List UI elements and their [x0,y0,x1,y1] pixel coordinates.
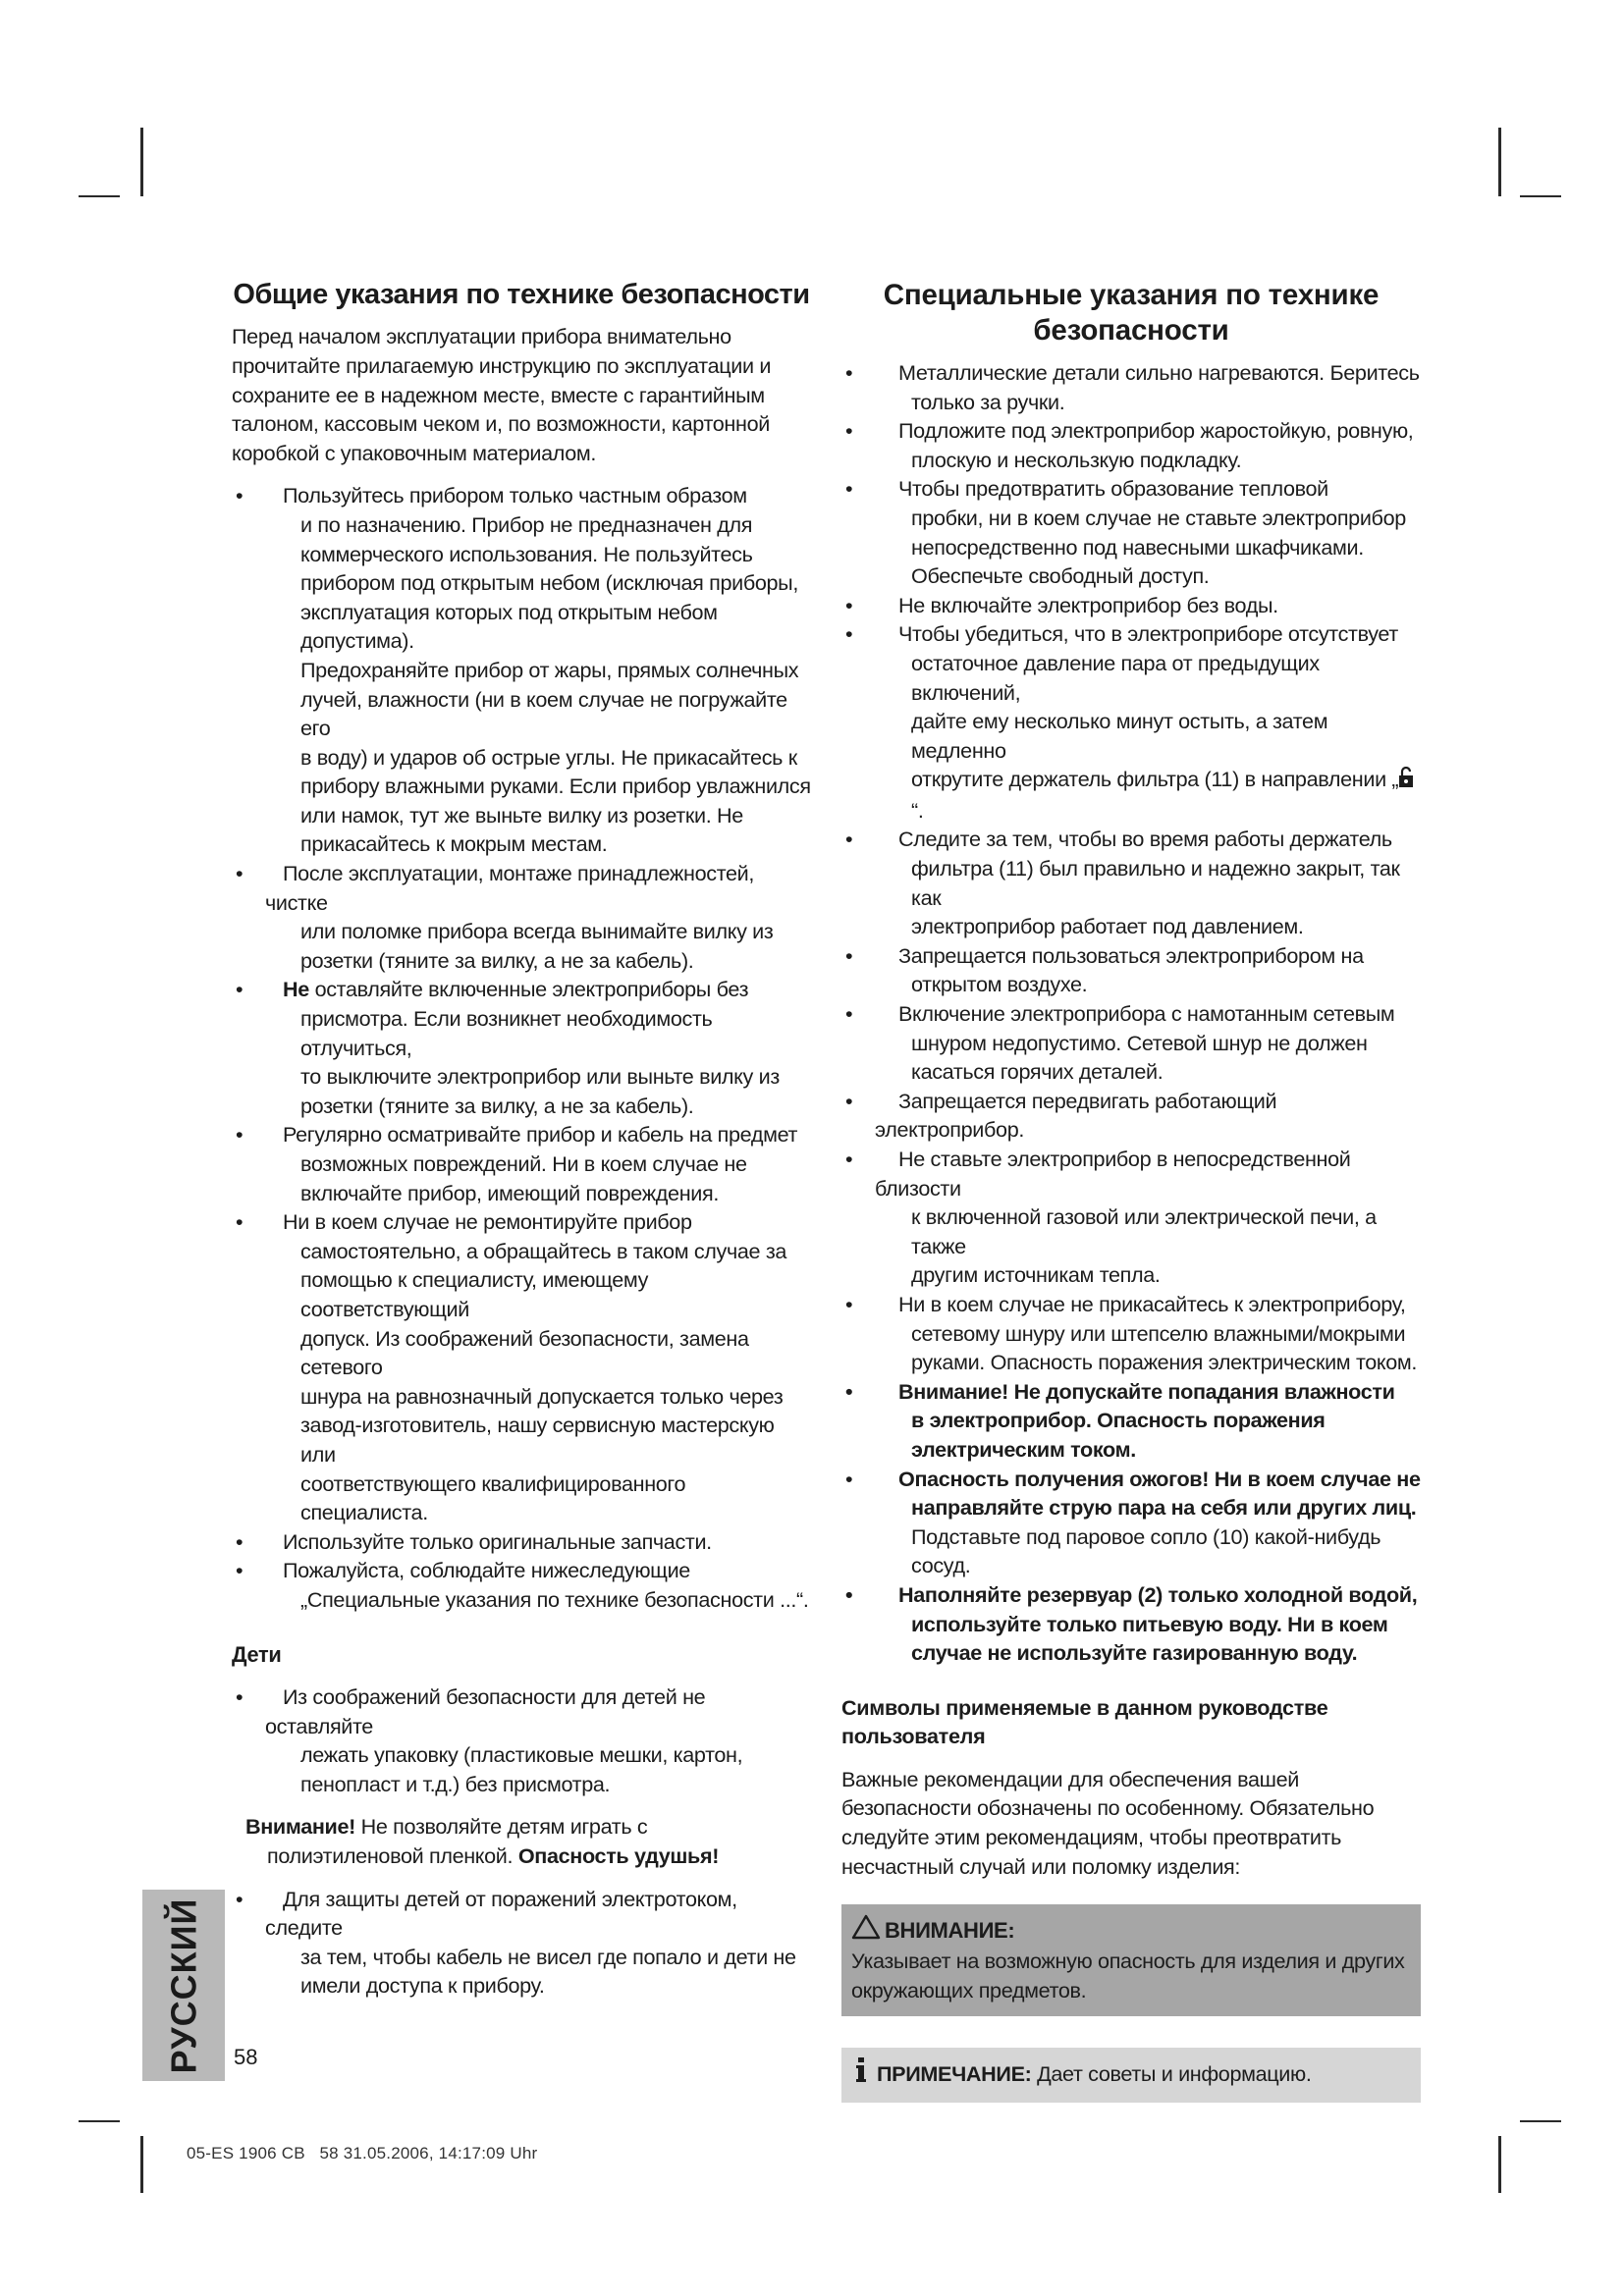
text-line: „Специальные указания по технике безопасности ...“. [300,1586,809,1612]
text-line: руками. Опасность поражения электрическим током. [911,1350,1418,1375]
text-line: в электроприбор. Опасность поражения [911,1408,1326,1433]
text-line: соответствующего квалифицированного специалиста. [300,1470,686,1525]
text-line: Ни в коем случае не прикасайтесь к электроприбору, [898,1291,1406,1316]
heading-line: пользователя [841,1724,986,1749]
text-line: прибору влажными руками. Если прибор увлажнился [300,774,811,799]
text-line: коробкой с упаковочным материалом. [232,440,597,465]
text-run: оставляйте включенные электроприборы без [314,977,749,1002]
list-item [841,358,1421,416]
text-line: Включение электроприбора с намотанным сетевым [898,1001,1395,1027]
list-item [232,1120,811,1207]
text-run: полиэтиленовой пленкой. [267,1843,518,1869]
left-column [232,278,811,2001]
text-line: Для защиты детей от поражений электротоком, следите [265,1886,737,1941]
symbols-paragraph [841,1765,1421,1881]
text-line: Регулярно осматривайте прибор и кабель на предмет [283,1122,798,1148]
general-safety-title: Общие указания по технике безопасности [233,279,810,310]
text-line: присмотра. Если возникнет необходимость отлучиться, [300,1006,713,1060]
children-heading: Дети [232,1641,282,1667]
text-line: прочитайте прилагаемую инструкцию по эксплуатации и [232,352,772,378]
text-line: другим источникам тепла. [911,1262,1161,1288]
list-item [841,591,1421,620]
text-line: сохраните ее в надежном месте, вместе с гарантийным [232,382,765,407]
text-line: Перед началом эксплуатации прибора внимательно [232,324,731,349]
crop-mark [1498,2136,1501,2193]
list-item [841,619,1421,825]
text-line: лежать упаковку (пластиковые мешки, картон, [300,1742,743,1768]
text-line: лучей, влажности (ни в коем случае не погружайте его [300,686,787,741]
list-item [841,1087,1421,1145]
list-item [841,474,1421,590]
list-item [232,1885,811,2001]
text-line: случае не используйте газированную воду. [911,1640,1358,1666]
text-line: Запрещается пользоваться электроприбором на [898,942,1364,968]
text-run: Не позволяйте детям играть с [354,1814,648,1840]
text-line: то выключите электроприбор или выньте вилку из [300,1064,780,1090]
text-line: направляйте струю пара на себя или других лиц. [911,1495,1417,1521]
bold-prefix: Не [283,977,309,1002]
list-item [232,481,811,859]
right-column [841,278,1421,2103]
title-line: безопасности [1033,313,1229,347]
text-line: коммерческого использования. Не пользуйтесь [300,541,753,566]
text-line: Наполняйте резервуар (2) только холодной водой, [898,1581,1418,1607]
text-line: Чтобы предотвратить образование тепловой [898,476,1328,502]
list-item [841,1290,1421,1377]
text-line: электрическим током. [911,1436,1136,1462]
text-line: имели доступа к прибору. [300,1973,545,1999]
unlock-icon [1398,767,1414,796]
title-line: Специальные указания по технике [883,279,1380,311]
text-line: Используйте только оригинальные запчасти. [283,1528,712,1554]
text-line: Подставьте под паровое сопло (10) какой-нибудь сосуд. [911,1523,1381,1578]
text-line: Чтобы убедиться, что в электроприборе отсутствует [898,621,1398,647]
note-label: ПРИМЕЧАНИЕ: [877,2061,1032,2087]
page-number: 58 [234,2045,258,2069]
general-safety-list [232,481,811,1614]
list-item [232,975,811,1120]
text-line: в воду) и ударов об острые углы. Не прикасайтесь к [300,744,797,770]
language-label: РУССКИЙ [163,1897,203,2073]
text-line [245,1842,811,1871]
warning-label: ВНИМАНИЕ: [885,1917,1015,1943]
crop-mark [1520,195,1561,197]
symbols-heading [841,1693,1421,1751]
crop-mark [1520,2120,1561,2122]
text-line: прикасайтесь к мокрым местам. [300,831,608,857]
text-line: плоскую и нескользкую подкладку. [911,447,1242,472]
text-line: окружающих предметов. [851,1977,1087,2002]
text-line: помощью к специалисту, имеющему соответствующий [300,1267,649,1321]
text-line: касаться горячих деталей. [911,1059,1164,1085]
special-safety-title [841,278,1421,348]
list-item [232,859,811,975]
text-line: розетки (тяните за вилку, а не за кабель). [300,1093,694,1118]
text-line: розетки (тяните за вилку, а не за кабель). [300,947,694,973]
list-item [232,1556,811,1614]
text-line [875,765,1421,825]
list-item [841,941,1421,999]
text-line: Указывает на возможную опасность для изделия и других [851,1949,1405,1974]
warning-box [841,1904,1421,2016]
note-box [841,2048,1421,2103]
list-item [232,1207,811,1527]
info-icon [855,2057,867,2091]
text-line [265,977,748,1001]
heading-line: Символы применяемые в данном руководстве [841,1694,1328,1720]
text-line: Не включайте электроприбор без воды. [898,592,1278,617]
crop-mark [140,128,143,196]
text-line: шнура на равнозначный допускается только через [300,1383,784,1409]
text-line: за тем, чтобы кабель не висел где попало и дети не [300,1944,796,1969]
text-line [245,1812,811,1842]
text-line: непосредственно под навесными шкафчиками. [911,534,1364,560]
crop-mark [140,2136,143,2193]
text-line: Подложите под электроприбор жаростойкую, ровную, [898,418,1414,444]
special-safety-list [841,358,1421,1668]
print-footer: 05-ES 1906 CB 58 31.05.2006, 14:17:09 Uhr [187,2144,538,2163]
crop-mark [79,2120,120,2122]
text-line: Из соображений безопасности для детей не оставляйте [265,1684,706,1738]
text-line: электроприбор работает под давлением. [911,914,1304,939]
list-item [232,1527,811,1557]
text-line: самостоятельно, а обращайтесь в таком случае за [300,1238,787,1263]
text-line: пенопласт и т.д.) без присмотра. [300,1771,611,1796]
list-item [841,1580,1421,1668]
list-item [841,416,1421,474]
list-item [841,1465,1421,1580]
children-list [232,1682,811,1798]
crop-mark [79,195,120,197]
text-line: Пользуйтесь прибором только частным образом [283,483,747,508]
text-line: допуск. Из соображений безопасности, замена сетевого [300,1325,749,1380]
text-line: или поломке прибора всегда вынимайте вилку из [300,919,774,944]
text-line: несчастный случай или поломку изделия: [841,1853,1241,1879]
list-item [841,825,1421,940]
text-line: включайте прибор, имеющий повреждения. [300,1180,719,1205]
text-line: Обеспечьте свободный доступ. [911,563,1210,589]
children-attention [232,1812,811,1870]
text-line: и по назначению. Прибор не предназначен для [300,511,753,537]
text-line: эксплуатация которых под открытым небом допустима). [300,599,718,654]
text-line: После эксплуатации, монтаже принадлежностей, чистке [265,861,755,915]
text-line: Внимание! Не допускайте попадания влажности [898,1378,1395,1404]
intro-paragraph [232,322,811,467]
text-line: Пожалуйста, соблюдайте нижеследующие [283,1558,690,1583]
list-item [232,1682,811,1798]
text-line: только за ручки. [911,389,1065,414]
text-line: Предохраняйте прибор от жары, прямых солнечных [300,657,799,682]
text-line: возможных повреждений. Ни в коем случае не [300,1151,747,1176]
text-line: дайте ему несколько минут остыть, а затем медленно [911,709,1328,763]
text-line: сетевому шнуру или штепселю влажными/мокрыми [911,1320,1406,1346]
text-line: прибором под открытым небом (исключая приборы, [300,570,798,596]
warning-title [851,1914,1413,1947]
children-list-2 [232,1885,811,2001]
text-line: безопасности обозначены по особенному. Обязательно [841,1795,1375,1821]
text-line: фильтра (11) был правильно и надежно закрыт, так как [911,856,1400,910]
text-line: пробки, ни в коем случае не ставьте электроприбор [911,505,1406,530]
text-line: Важные рекомендации для обеспечения вашей [841,1766,1299,1791]
text-line: Не ставьте электроприбор в непосредственной близости [875,1147,1351,1201]
language-tab [142,1890,225,2081]
text-line: Ни в коем случае не ремонтируйте прибор [283,1209,692,1235]
text-line: к включенной газовой или электрической печи, а также [911,1204,1377,1258]
danger-text: Опасность удушья! [517,1843,720,1869]
text-line: шнуром недопустимо. Сетевой шнур не должен [911,1030,1368,1055]
list-item [841,999,1421,1087]
text-line: Опасность получения ожогов! Ни в коем случае не [898,1466,1421,1491]
text-line: Следите за тем, чтобы во время работы держатель [898,827,1392,852]
text-line: талоном, кассовым чеком и, по возможности, картонной [232,411,770,437]
text-line: открытом воздухе. [911,972,1088,997]
text-line: завод-изготовитель, нашу сервисную мастерскую или [300,1413,775,1467]
text-line: Металлические детали сильно нагреваются. Беритесь [898,359,1420,385]
text-run: открутите держатель фильтра (11) в направлении „ [911,767,1399,792]
text-line: следуйте этим рекомендациям, чтобы преотвратить [841,1825,1342,1850]
list-item [841,1145,1421,1290]
text-line: Запрещается передвигать работающий электроприбор. [875,1088,1277,1143]
text-line: используйте только питьевую воду. Ни в коем [911,1611,1388,1636]
text-run: “. [911,797,924,823]
list-item [841,1377,1421,1465]
crop-mark [1498,128,1501,196]
attention-label: Внимание! [245,1814,355,1840]
warning-triangle-icon [851,1914,881,1947]
text-line: или намок, тут же выньте вилку из розетки. Не [300,802,743,828]
note-text: Дает советы и информацию. [1031,2061,1312,2087]
text-line: остаточное давление пара от предыдущих включений, [911,650,1320,705]
